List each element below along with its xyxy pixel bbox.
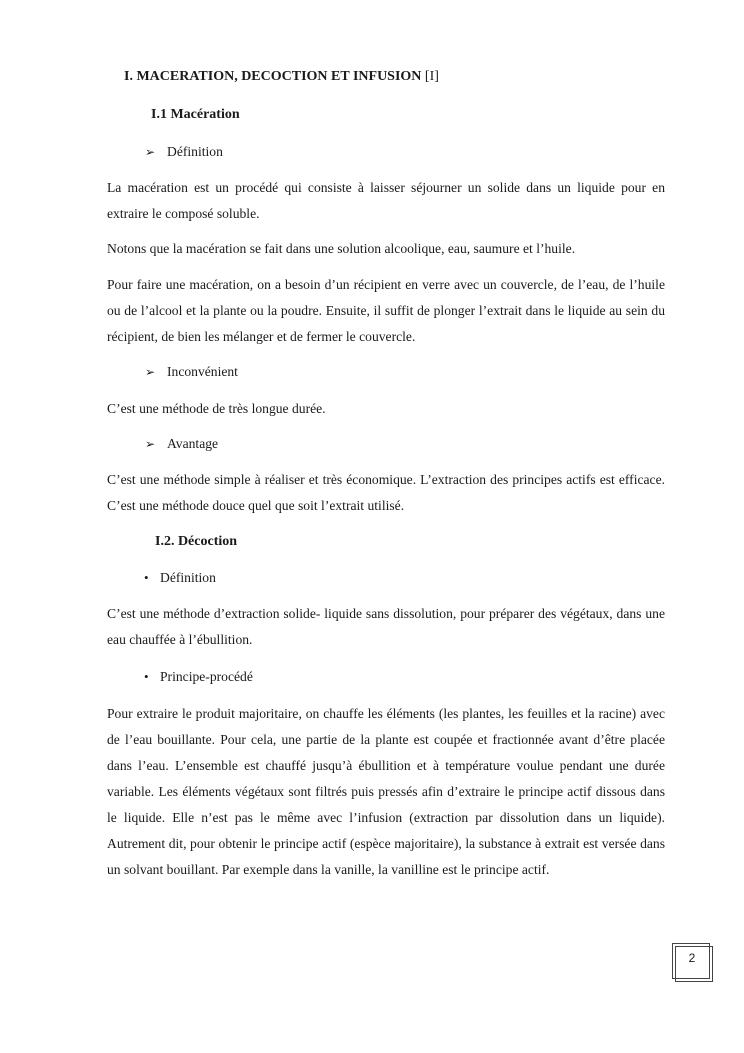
page-number: 2: [688, 951, 696, 965]
section-title: [124, 69, 439, 85]
page-number-box: [672, 943, 712, 981]
maceration-heading: I.1 Macération: [151, 107, 240, 122]
round-bullet-icon: •: [144, 669, 149, 684]
maceration-inconvenient-label: ➢ Inconvénient: [145, 364, 238, 379]
arrow-bullet-icon: ➢: [145, 365, 156, 379]
maceration-definition-text: La macération est un procédé qui consiste à laisser séjourner un solide dans un liquide pour en extraire le composé soluble.: [107, 180, 665, 221]
decoction-principe-label: • Principe-procédé: [144, 669, 253, 684]
decoction-definition-label: • Définition: [144, 570, 216, 585]
section-reference: [I]: [424, 69, 439, 84]
maceration-inconvenient-text: C’est une méthode de très longue durée.: [107, 401, 326, 416]
maceration-procedure-text: Pour faire une macération, on a besoin d’un récipient en verre avec un couvercle, de l’eau, de l’huile ou de l’alcool et la plante ou la poudre. Ensuite, il suffit de plonger l’extrait dans le liquide au sein du récipient, de bien les mélanger et de fermer le couvercle.: [107, 277, 665, 344]
maceration-note-text: Notons que la macération se fait dans une solution alcoolique, eau, saumure et l’huile.: [107, 241, 576, 256]
arrow-bullet-icon: ➢: [145, 437, 156, 451]
maceration-definition-label: ➢ Définition: [145, 144, 223, 159]
decoction-principe-text: Pour extraire le produit majoritaire, on chauffe les éléments (les plantes, les feuilles et la racine) avec de l’eau bouillante. Pour cela, une partie de la plante est coupée et fractionnée avant d’être placée dans l’eau. L’ensemble est chauffé jusqu’à ébullition et à température voulue pendant une durée variable. Les éléments végétaux sont filtrés puis pressés afin d’extraire le principe actif dissous dans le liquide. Elle n’est pas le même avec l’infusion (extraction par dissolution dans un liquide). Autrement dit, pour obtenir le principe actif (espèce majoritaire), la substance à extrait est versée dans un solvant bouillant. Par exemple dans la vanille, la vanilline est le principe actif.: [107, 706, 665, 877]
section-title-text: I. MACERATION, DECOCTION ET INFUSION: [124, 69, 422, 84]
maceration-avantage-text: C’est une méthode simple à réaliser et très économique. L’extraction des principes actifs est efficace. C’est une méthode douce quel que soit l’extrait utilisé.: [107, 472, 665, 513]
maceration-avantage-label: ➢ Avantage: [145, 436, 219, 451]
decoction-definition-text: C’est une méthode d’extraction solide- liquide sans dissolution, pour préparer des végétaux, dans une eau chauffée à l’ébullition.: [107, 606, 665, 647]
decoction-heading: I.2. Décoction: [155, 534, 238, 549]
round-bullet-icon: •: [144, 570, 149, 585]
arrow-bullet-icon: ➢: [145, 145, 156, 159]
